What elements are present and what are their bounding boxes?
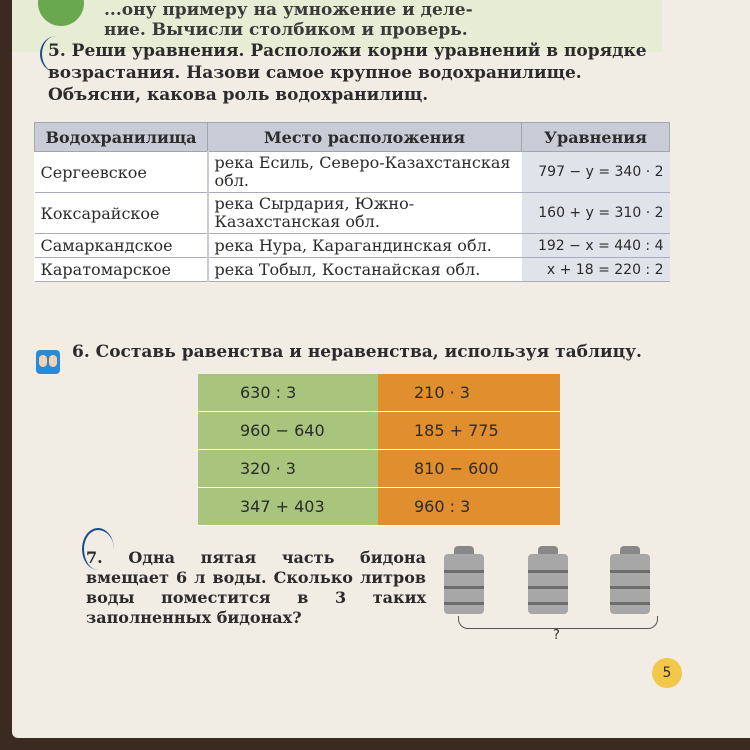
- reservoir-equation: 797 − y = 340 · 2: [522, 152, 670, 193]
- pair-work-icon: [36, 350, 60, 374]
- table-row: [35, 193, 670, 234]
- header-reservoirs: Водохранилища: [35, 123, 208, 152]
- reservoir-name: Сергеевское: [35, 152, 208, 193]
- reservoir-place: река Тобыл, Костанайская обл.: [208, 258, 522, 282]
- header-location: Место расположения: [208, 123, 522, 152]
- milk-can-icon: [444, 546, 484, 614]
- expression-grid: [198, 374, 560, 526]
- reservoir-name: Коксарайское: [35, 193, 208, 234]
- left-expression: 347 + 403: [198, 488, 378, 526]
- table-row: [35, 258, 670, 282]
- reservoir-place: река Нура, Карагандинская обл.: [208, 234, 522, 258]
- question-mark: ?: [553, 628, 560, 643]
- task-5-text: 5. Реши уравнения. Расположи корни уравнений в порядке возрастания. Назови самое крупное водохранилище. Объясни, какова роль водохранилищ.: [48, 41, 647, 105]
- right-expression: 210 · 3: [378, 374, 560, 412]
- reservoir-table: [34, 122, 670, 282]
- left-expression: 960 − 640: [198, 412, 378, 450]
- right-expression: 960 : 3: [378, 488, 560, 526]
- left-expression: 320 · 3: [198, 450, 378, 488]
- reservoir-equation: 160 + y = 310 · 2: [522, 193, 670, 234]
- milk-can-icon: [610, 546, 650, 614]
- table-row: [35, 234, 670, 258]
- milk-can-icon: [528, 546, 568, 614]
- page-number: 5: [652, 658, 682, 688]
- reservoir-place: река Сырдария, Южно-Казахстанская обл.: [208, 193, 522, 234]
- previous-task-text: [104, 0, 694, 40]
- textbook-page: [12, 0, 750, 738]
- header-equations: Уравнения: [522, 123, 670, 152]
- table-row: [35, 152, 670, 193]
- right-expression: 185 + 775: [378, 412, 560, 450]
- reservoir-equation: x + 18 = 220 : 2: [522, 258, 670, 282]
- task-6-text: 6. Составь равенства и неравенства, используя таблицу.: [72, 342, 642, 362]
- task-7-text: 7. Одна пятая часть бидона вмещает 6 л воды. Сколько литров воды поместится в 3 таких заполненных бидонах?: [86, 548, 426, 627]
- reservoir-name: Самаркандское: [35, 234, 208, 258]
- reservoir-equation: 192 − x = 440 : 4: [522, 234, 670, 258]
- previous-task-line-2: ние. Вычисли столбиком и проверь.: [104, 20, 468, 40]
- reservoir-place: река Есиль, Северо-Казахстанская обл.: [208, 152, 522, 193]
- previous-task-line-1: ...ону примеру на умножение и деле-: [104, 0, 473, 20]
- left-expression: 630 : 3: [198, 374, 378, 412]
- reservoir-name: Каратомарское: [35, 258, 208, 282]
- right-expression: 810 − 600: [378, 450, 560, 488]
